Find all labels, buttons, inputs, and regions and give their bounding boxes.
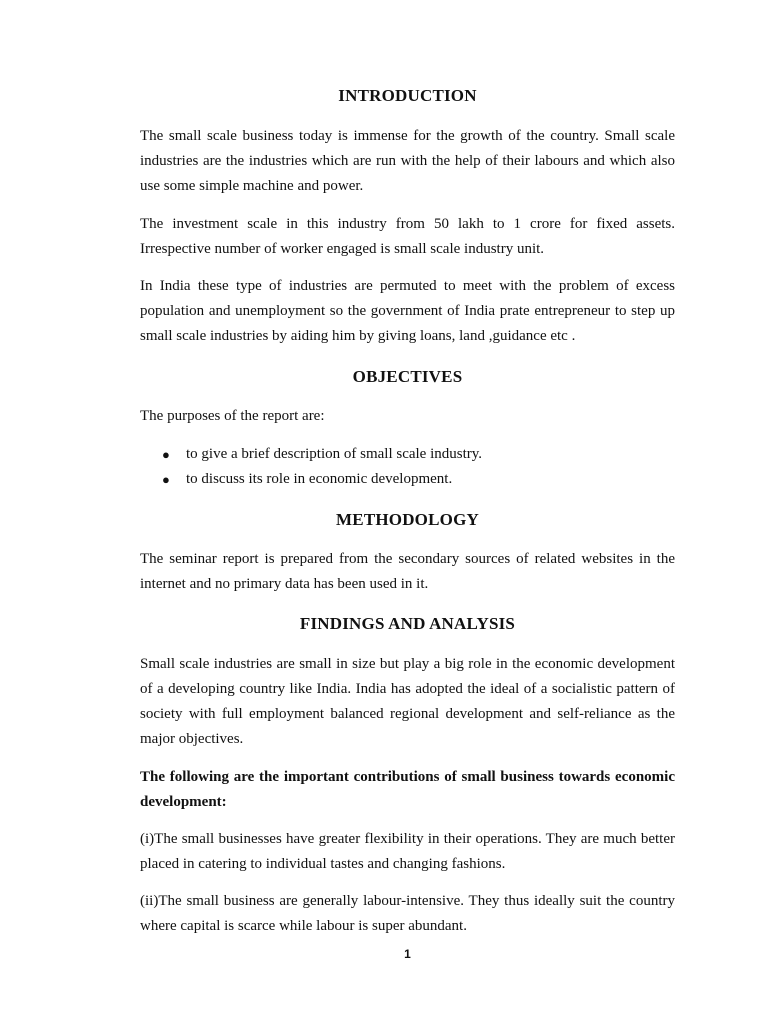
bullet-icon: ● bbox=[162, 447, 170, 462]
list-item-text: to give a brief description of small scale industry. bbox=[186, 446, 483, 462]
bullet-icon: ● bbox=[162, 472, 170, 487]
introduction-paragraph-3: In India these type of industries are permuted to meet with the problem of excess population and unemployment so the government of India prate entrepreneur to step up small scale industries by aiding him by giving loans, land ,guidance etc . bbox=[140, 278, 675, 344]
methodology-heading: METHODOLOGY bbox=[336, 510, 479, 529]
objectives-heading: OBJECTIVES bbox=[352, 367, 463, 386]
introduction-heading: INTRODUCTION bbox=[338, 86, 477, 105]
objectives-list bbox=[140, 442, 675, 492]
list-item bbox=[140, 467, 675, 492]
findings-heading: FINDINGS AND ANALYSIS bbox=[299, 614, 516, 633]
introduction-paragraph-1: The small scale business today is immense for the growth of the country. Small scale industries are the industries which are run with the help of their labours and which also use some simple machine and power. bbox=[140, 128, 675, 194]
contribution-point-1: (i)The small businesses have greater flexibility in their operations. They are much better placed in catering to individual tastes and changing fashions. bbox=[140, 831, 675, 872]
findings-paragraph: Small scale industries are small in size but play a big role in the economic development of a developing country like India. India has adopted the ideal of a socialistic pattern of society with full employment balanced regional development and self-reliance as the major objectives. bbox=[140, 656, 675, 747]
page-number: 1 bbox=[404, 947, 411, 961]
objectives-intro: The purposes of the report are: bbox=[140, 408, 325, 424]
contribution-point-2: (ii)The small business are generally labour-intensive. They thus ideally suit the country where capital is scarce while labour is super abundant. bbox=[140, 893, 675, 934]
list-item-text: to discuss its role in economic development. bbox=[186, 471, 453, 487]
introduction-paragraph-2: The investment scale in this industry from 50 lakh to 1 crore for fixed assets. Irrespective number of worker engaged is small scale industry unit. bbox=[140, 216, 675, 257]
contributions-lead: The following are the important contributions of small business towards economic development: bbox=[140, 769, 675, 810]
list-item bbox=[140, 442, 675, 467]
methodology-paragraph: The seminar report is prepared from the secondary sources of related websites in the internet and no primary data has been used in it. bbox=[140, 551, 675, 592]
